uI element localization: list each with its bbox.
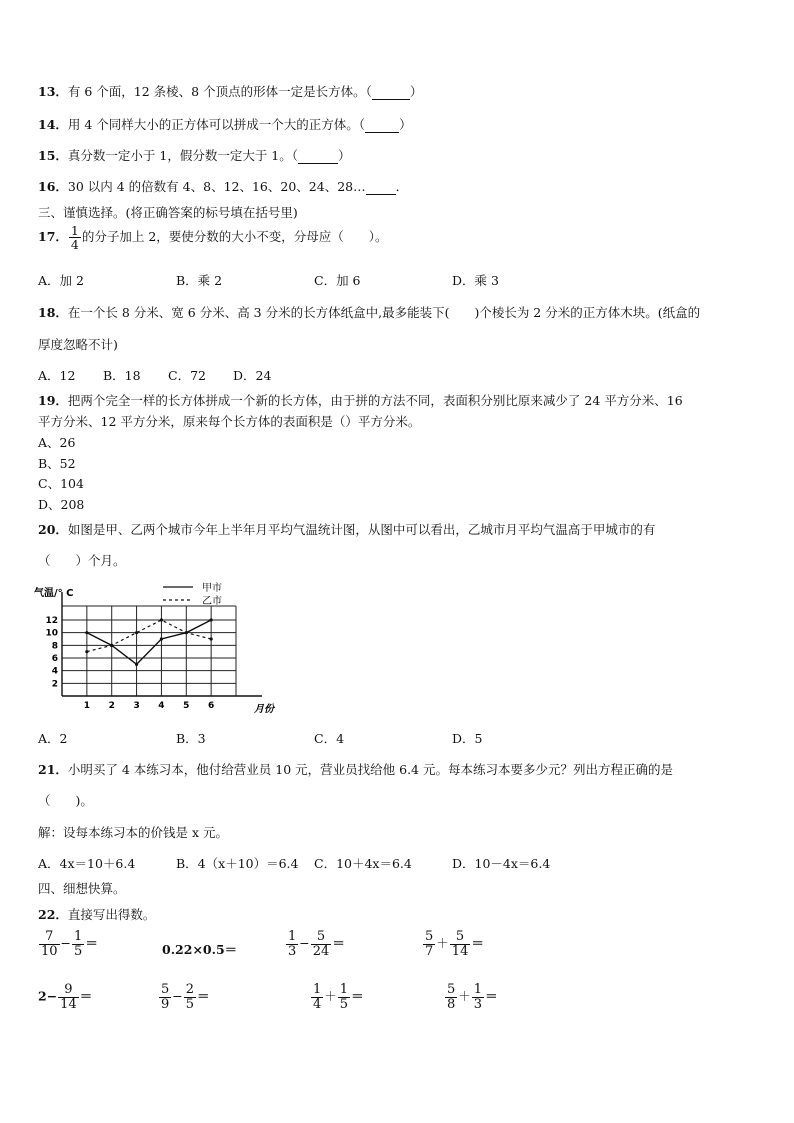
- chart-x-axis-label: 月份: [254, 704, 274, 715]
- operator: ＋: [324, 988, 337, 1004]
- q19-line1: 把两个完全一样的长方体拼成一个新的长方体，由于拼的方法不同，表面积分别比原来减少了 24 平方分米、16: [67, 393, 683, 408]
- chart-x-ticks: [84, 701, 215, 711]
- frac-num: 5: [425, 929, 434, 944]
- q15-number: 15．: [38, 148, 68, 163]
- calc-2-2: [158, 983, 210, 1011]
- frac-num: 1: [288, 929, 297, 944]
- data-point-yi: [135, 631, 138, 634]
- frac-den: 14: [60, 996, 77, 1012]
- y-tick-label: 12: [45, 616, 58, 626]
- frac-den: 5: [339, 996, 349, 1012]
- q21-option-c[interactable]: C．10＋4x＝6.4: [314, 856, 412, 871]
- frac-den: 8: [447, 996, 456, 1012]
- q20-option-d[interactable]: D．5: [452, 731, 483, 746]
- q17-fraction: [69, 224, 81, 251]
- frac-den: 3: [473, 996, 483, 1012]
- data-point-yi: [110, 644, 113, 647]
- x-tick-label: 3: [133, 701, 140, 711]
- chart-y-axis-label: 气温/° C: [34, 588, 74, 599]
- q19-option-d[interactable]: D、208: [38, 497, 85, 512]
- x-tick-label: 5: [183, 701, 190, 711]
- q19-option-b[interactable]: B、52: [38, 456, 76, 471]
- y-tick-label: 2: [51, 679, 58, 690]
- q17-frac-den: 4: [70, 237, 79, 253]
- q18-line1: 在一个长 8 分米、宽 6 分米、高 3 分米的长方体纸盒中,最多能装下( )个棱长为 2 分米的正方体木块。(纸盒的: [67, 305, 701, 320]
- q20-option-c[interactable]: C．4: [314, 731, 345, 746]
- q15-answer-blank[interactable]: [298, 163, 338, 164]
- frac-den: 14: [451, 943, 469, 959]
- legend-label-yi: 乙市: [202, 596, 222, 607]
- lead-term: 2−: [38, 988, 58, 1004]
- q19-option-c[interactable]: C、104: [38, 476, 84, 491]
- data-point-yi: [85, 650, 88, 653]
- q17-text: 的分子加上 2，要使分数的大小不变，分母应（ ）。: [81, 229, 388, 245]
- question-13: [38, 82, 422, 100]
- operator: ＋: [436, 935, 449, 951]
- q20-number: 20．: [38, 522, 68, 537]
- q18-option-b[interactable]: B．18: [103, 368, 141, 383]
- q14-answer-blank[interactable]: [365, 132, 399, 133]
- frac-num: 5: [450, 930, 471, 945]
- q18-option-c[interactable]: C．72: [168, 368, 206, 383]
- data-point-yi: [160, 618, 163, 621]
- q20-line2: （ ）个月。: [38, 553, 126, 568]
- question-15: [38, 146, 351, 164]
- data-point-yi: [210, 637, 213, 640]
- equals: ＝: [351, 988, 364, 1004]
- x-tick-label: 2: [108, 701, 115, 711]
- q13-close: ）: [409, 84, 423, 99]
- frac-den: 9: [161, 996, 170, 1012]
- q13-answer-blank[interactable]: [372, 99, 410, 100]
- section-4-heading: 四、细想快算。: [38, 881, 126, 896]
- frac-den: 10: [41, 943, 58, 959]
- question-21: [38, 760, 673, 778]
- question-22: [38, 905, 155, 923]
- equals: ＝: [197, 988, 210, 1004]
- y-tick-label: 6: [51, 654, 58, 664]
- data-point-jia: [135, 663, 138, 666]
- frac-num: 1: [473, 982, 483, 997]
- q17-option-a[interactable]: A．加 2: [38, 273, 84, 288]
- calc-1-4: [422, 930, 484, 958]
- equals: ＝: [485, 988, 498, 1004]
- q13-text: 有 6 个面，12 条棱、8 个顶点的形体一定是长方体。（: [67, 84, 372, 99]
- data-point-jia: [160, 637, 163, 640]
- frac-num: 1: [74, 929, 83, 944]
- question-20: [38, 520, 655, 538]
- frac-num: 5: [161, 982, 170, 997]
- chart-y-ticks: [45, 616, 58, 689]
- y-tick-label: 10: [45, 628, 58, 639]
- q16-text: 30 以内 4 的倍数有 4、8、12、16、20、24、28…: [67, 179, 366, 194]
- calc-1-3: [285, 930, 345, 958]
- q16-close: ．: [395, 179, 409, 194]
- q14-text: 用 4 个同样大小的正方体可以拼成一个大的正方体。（: [67, 117, 366, 132]
- frac-num: 5: [311, 930, 332, 945]
- section-3-heading: 三、谨慎选择。(将正确答案的标号填在括号里): [38, 205, 298, 220]
- operator: −: [299, 935, 310, 951]
- frac-den: 3: [288, 943, 297, 959]
- q18-option-a[interactable]: A．12: [38, 368, 76, 383]
- data-point-jia: [85, 631, 88, 634]
- question-16: [38, 177, 408, 195]
- y-tick-label: 8: [51, 641, 58, 652]
- frac-num: 9: [58, 983, 79, 998]
- q22-number: 22．: [38, 907, 68, 922]
- frac-num: 1: [313, 982, 322, 997]
- frac-den: 24: [312, 943, 330, 959]
- q16-answer-blank[interactable]: [366, 194, 396, 195]
- chart-grid: [62, 592, 262, 696]
- calc-2-1: [38, 983, 92, 1011]
- series-line-yi: [87, 620, 211, 652]
- frac-num: 1: [339, 982, 349, 997]
- q20-option-b[interactable]: B．3: [176, 731, 206, 746]
- equals: ＝: [332, 935, 345, 951]
- q18-number: 18．: [38, 305, 68, 320]
- q17-option-b[interactable]: B．乘 2: [176, 273, 223, 288]
- q20-line1: 如图是甲、乙两个城市今年上半年月平均气温统计图，从图中可以看出，乙城市月平均气温高于甲城市的有: [67, 522, 656, 537]
- q18-option-d[interactable]: D．24: [233, 368, 272, 383]
- q14-number: 14．: [38, 117, 68, 132]
- q21-option-a[interactable]: A．4x＝10＋6.4: [38, 856, 136, 871]
- operator: ＋: [458, 988, 471, 1004]
- q21-line1: 小明买了 4 本练习本，他付给营业员 10 元，营业员找给他 6.4 元。每本练习本要多少元？列出方程正确的是: [67, 762, 673, 777]
- q20-option-a[interactable]: A．2: [38, 731, 68, 746]
- frac-num: 7: [39, 930, 60, 945]
- x-tick-label: 4: [158, 701, 165, 711]
- data-point-yi: [185, 631, 188, 634]
- q19-line2: 平方分米、12 平方分米，原来每个长方体的表面积是（）平方分米。: [38, 414, 421, 429]
- q19-number: 19．: [38, 393, 68, 408]
- question-19: [38, 391, 683, 409]
- frac-num: 2: [185, 982, 195, 997]
- question-14: [38, 115, 412, 133]
- x-tick-label: 6: [208, 701, 215, 711]
- q19-option-a[interactable]: A、26: [38, 435, 76, 450]
- q21-line2: （ )。: [38, 793, 93, 808]
- operator: −: [172, 988, 183, 1004]
- equals: ＝: [471, 935, 484, 951]
- q21-number: 21．: [38, 762, 68, 777]
- legend-label-jia: 甲市: [202, 583, 222, 594]
- operator: −: [60, 935, 72, 951]
- question-17: [38, 224, 388, 251]
- chart-series: [85, 618, 212, 666]
- calc-2-4: [444, 983, 498, 1011]
- frac-den: 5: [74, 943, 83, 959]
- calc-1-2: 0.22×0.5＝: [162, 942, 238, 957]
- question-18: [38, 303, 700, 321]
- frac-den: 4: [313, 996, 322, 1012]
- data-point-jia: [210, 618, 213, 621]
- frac-den: 7: [425, 943, 434, 959]
- frac-num: 5: [447, 982, 456, 997]
- equals: ＝: [85, 935, 98, 951]
- q22-text: 直接写出得数。: [67, 907, 156, 922]
- q17-option-d[interactable]: D．乘 3: [452, 273, 499, 288]
- q17-option-c[interactable]: C．加 6: [314, 273, 361, 288]
- q15-close: ）: [338, 148, 351, 163]
- q14-close: ）: [399, 117, 412, 132]
- q17-number: 17．: [38, 229, 68, 245]
- calc-1-1: [38, 930, 98, 958]
- temperature-line-chart: [30, 578, 300, 718]
- q13-number: 13．: [38, 84, 68, 99]
- calc-2-3: [310, 983, 364, 1011]
- q16-number: 16．: [38, 179, 68, 194]
- q15-text: 真分数一定小于 1，假分数一定大于 1。（: [67, 148, 299, 163]
- q21-line3: 解：设每本练习本的价钱是 x 元。: [38, 825, 228, 840]
- q17-frac-num: 1: [70, 223, 79, 238]
- q21-option-d[interactable]: D．10－4x＝6.4: [452, 856, 551, 871]
- q21-option-b[interactable]: B．4（x＋10）＝6.4: [176, 856, 299, 871]
- y-tick-label: 4: [51, 666, 58, 677]
- q18-line2: 厚度忽略不计): [38, 337, 118, 352]
- frac-den: 5: [185, 996, 195, 1012]
- equals: ＝: [79, 988, 93, 1004]
- x-tick-label: 1: [83, 701, 90, 711]
